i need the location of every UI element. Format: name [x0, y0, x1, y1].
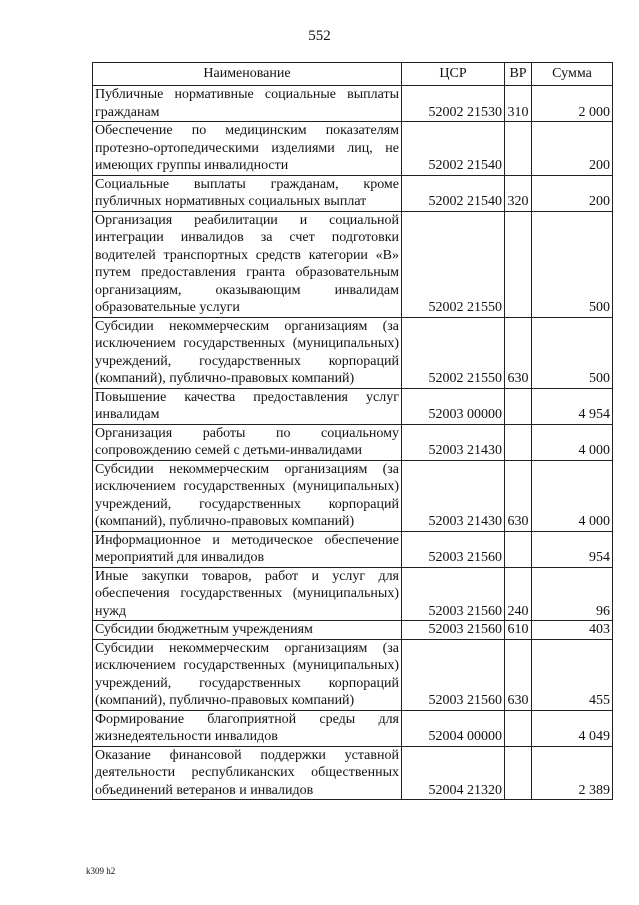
- row-vr: [505, 424, 532, 460]
- row-name: Организация работы по социальному сопровождению семей с детьми-инвалидами: [93, 424, 402, 460]
- row-sum: 500: [532, 317, 613, 388]
- row-name: Субсидии бюджетным учреждениям: [93, 621, 402, 640]
- row-code: 52002 21530: [402, 86, 505, 122]
- row-vr: 240: [505, 567, 532, 621]
- row-code: 52004 00000: [402, 710, 505, 746]
- table-row: [93, 317, 613, 388]
- row-name: Иные закупки товаров, работ и услуг для обеспечения государственных (муниципальных) нужд: [93, 567, 402, 621]
- row-code: 52003 21430: [402, 460, 505, 531]
- table-row: [93, 567, 613, 621]
- table-header-row: [93, 63, 613, 86]
- table-row: [93, 175, 613, 211]
- row-code: 52003 21430: [402, 424, 505, 460]
- row-sum: 2 000: [532, 86, 613, 122]
- table-row: [93, 388, 613, 424]
- page-number: 552: [308, 28, 331, 44]
- row-code: 52003 00000: [402, 388, 505, 424]
- row-vr: [505, 531, 532, 567]
- row-name: Субсидии некоммерческим организациям (за исключением государственных (муниципальных) учреждений, государственных корпораций (компаний), публично-правовых компаний): [93, 639, 402, 710]
- table-row: [93, 86, 613, 122]
- table-row: [93, 531, 613, 567]
- row-vr: [505, 211, 532, 317]
- table-row: [93, 639, 613, 710]
- row-code: 52002 21550: [402, 211, 505, 317]
- table-row: [93, 211, 613, 317]
- table-row: [93, 424, 613, 460]
- table-row: [93, 710, 613, 746]
- row-code: 52003 21560: [402, 621, 505, 640]
- row-sum: 96: [532, 567, 613, 621]
- table-row: [93, 746, 613, 800]
- row-sum: 200: [532, 175, 613, 211]
- budget-table: [92, 62, 613, 800]
- table-row: [93, 122, 613, 176]
- row-name: Обеспечение по медицинским показателям протезно-ортопедическими изделиями лиц, не имеющих группы инвалидности: [93, 122, 402, 176]
- row-code: 52002 21540: [402, 175, 505, 211]
- table-row: [93, 460, 613, 531]
- row-name: Информационное и методическое обеспечение мероприятий для инвалидов: [93, 531, 402, 567]
- row-name: Социальные выплаты гражданам, кроме публичных нормативных социальных выплат: [93, 175, 402, 211]
- header-vr: ВР: [505, 63, 532, 86]
- row-code: 52002 21550: [402, 317, 505, 388]
- row-name: Формирование благоприятной среды для жизнедеятельности инвалидов: [93, 710, 402, 746]
- row-name: Субсидии некоммерческим организациям (за исключением государственных (муниципальных) учреждений, государственных корпораций (компаний), публично-правовых компаний): [93, 317, 402, 388]
- row-vr: [505, 122, 532, 176]
- row-sum: 954: [532, 531, 613, 567]
- row-vr: [505, 388, 532, 424]
- row-sum: 2 389: [532, 746, 613, 800]
- row-vr: 630: [505, 317, 532, 388]
- header-sum: Сумма: [532, 63, 613, 86]
- row-code: 52003 21560: [402, 531, 505, 567]
- row-name: Повышение качества предоставления услуг инвалидам: [93, 388, 402, 424]
- row-sum: 4 954: [532, 388, 613, 424]
- row-vr: [505, 710, 532, 746]
- row-name: Оказание финансовой поддержки уставной деятельности республиканских общественных объединений ветеранов и инвалидов: [93, 746, 402, 800]
- row-code: 52003 21560: [402, 639, 505, 710]
- row-vr: 310: [505, 86, 532, 122]
- row-sum: 403: [532, 621, 613, 640]
- row-vr: 610: [505, 621, 532, 640]
- row-vr: 320: [505, 175, 532, 211]
- row-sum: 500: [532, 211, 613, 317]
- row-sum: 4 049: [532, 710, 613, 746]
- row-vr: [505, 746, 532, 800]
- row-vr: 630: [505, 639, 532, 710]
- row-code: 52004 21320: [402, 746, 505, 800]
- row-code: 52003 21560: [402, 567, 505, 621]
- row-name: Организация реабилитации и социальной интеграции инвалидов за счет подготовки водителей транспортных средств категории «В» путем предоставления гранта образовательным организациям, оказывающим инвалидам образовательные услуги: [93, 211, 402, 317]
- document-code: k309 h2: [86, 866, 116, 876]
- header-code: ЦСР: [402, 63, 505, 86]
- row-code: 52002 21540: [402, 122, 505, 176]
- row-sum: 200: [532, 122, 613, 176]
- table-row: [93, 621, 613, 640]
- row-name: Публичные нормативные социальные выплаты гражданам: [93, 86, 402, 122]
- row-sum: 455: [532, 639, 613, 710]
- row-sum: 4 000: [532, 460, 613, 531]
- header-name: Наименование: [93, 63, 402, 86]
- row-vr: 630: [505, 460, 532, 531]
- row-name: Субсидии некоммерческим организациям (за исключением государственных (муниципальных) учреждений, государственных корпораций (компаний), публично-правовых компаний): [93, 460, 402, 531]
- row-sum: 4 000: [532, 424, 613, 460]
